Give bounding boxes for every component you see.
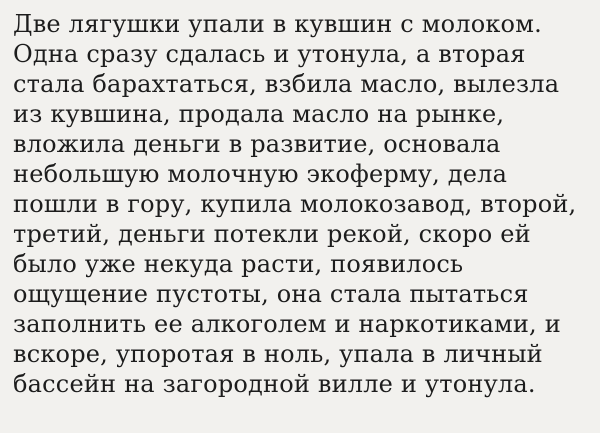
story-paragraph [13, 9, 592, 399]
text-line-13: бассейн на загородной вилле и утонула. [13, 370, 536, 398]
text-line-12: вскоре, упоротая в ноль, упала в личный [13, 340, 543, 368]
text-line-1: Две лягушки упали в кувшин с молоком. [13, 10, 542, 38]
text-line-4: из кувшина, продала масло на рынке, [13, 100, 505, 128]
text-line-2: Одна сразу сдалась и утонула, а вторая [13, 40, 526, 68]
text-line-7: пошли в гору, купила молокозавод, второй, [13, 190, 577, 218]
text-line-3: стала барахтаться, взбила масло, вылезла [13, 70, 560, 98]
text-line-5: вложила деньги в развитие, основала [13, 130, 501, 158]
text-line-11: заполнить ее алкоголем и наркотиками, и [13, 310, 561, 338]
text-line-8: третий, деньги потекли рекой, скоро ей [13, 220, 531, 248]
text-line-6: небольшую молочную экоферму, дела [13, 160, 508, 188]
text-line-9: было уже некуда расти, появилось [13, 250, 464, 278]
text-line-10: ощущение пустоты, она стала пытаться [13, 280, 529, 308]
